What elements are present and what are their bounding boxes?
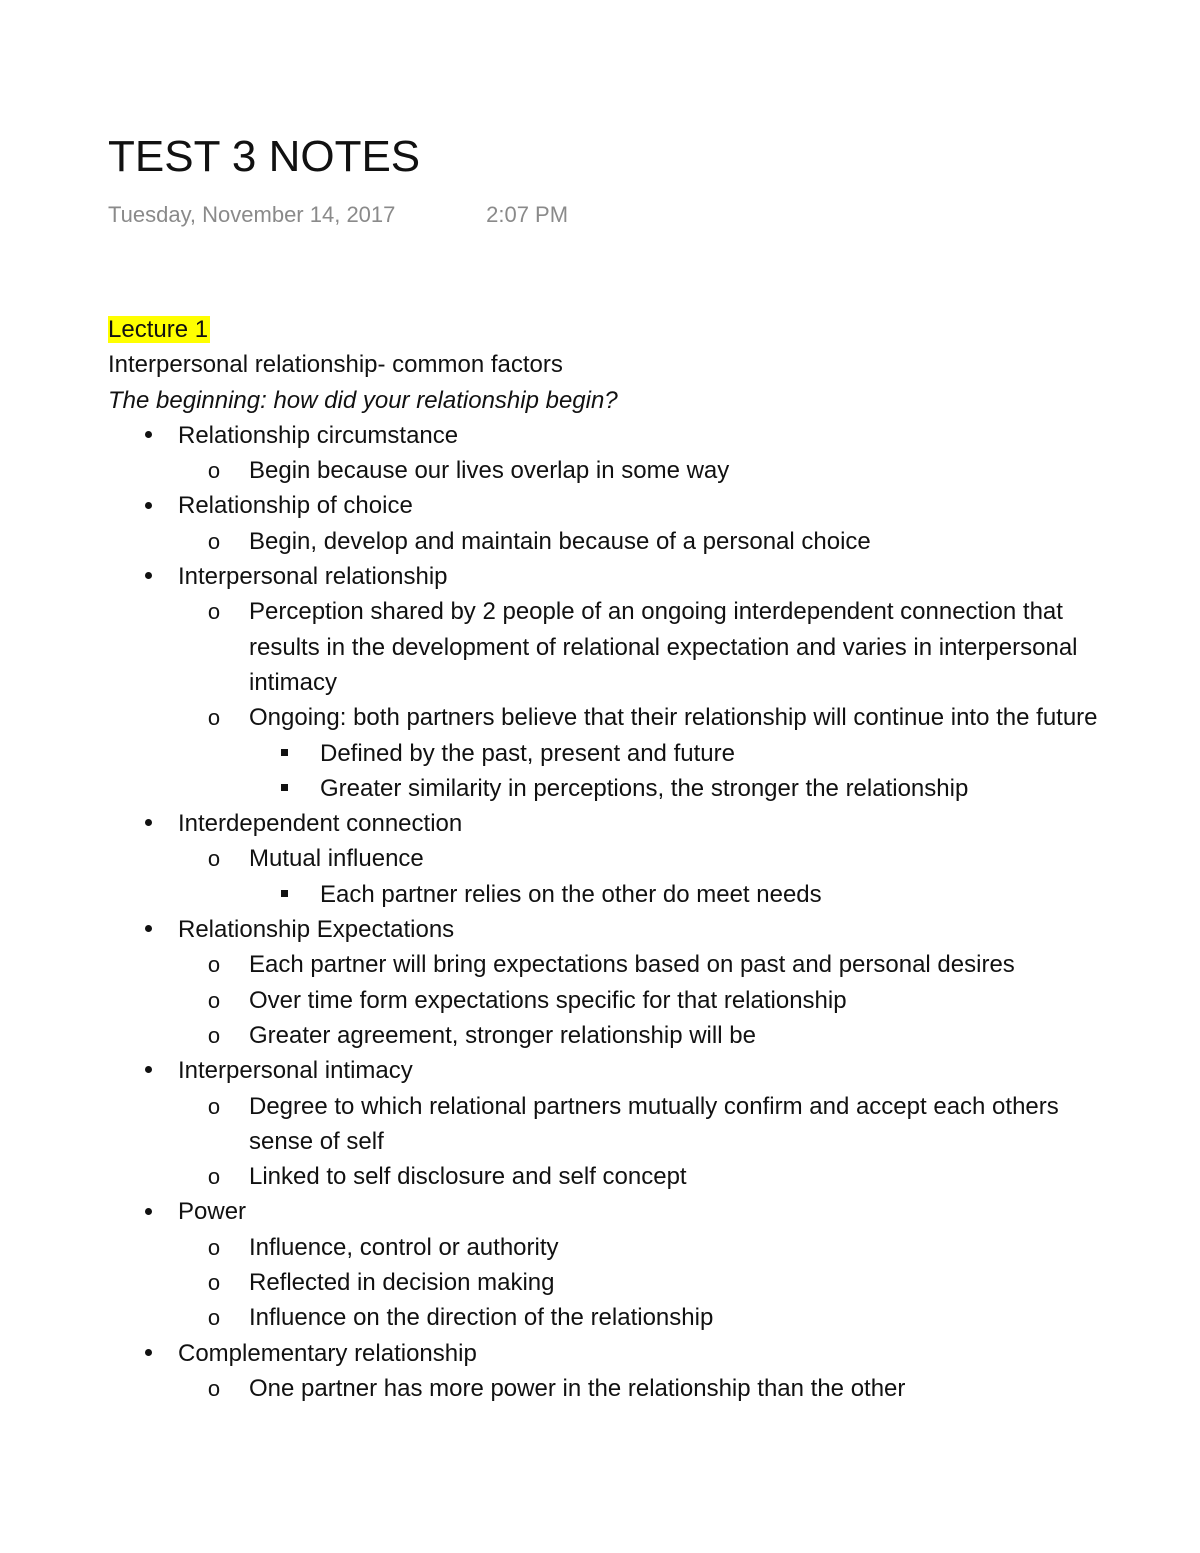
list-item-text: Relationship of choice	[178, 492, 413, 520]
list-item	[108, 1053, 1118, 1088]
list-item	[108, 1018, 1118, 1053]
circle-o-marker: o	[207, 705, 221, 731]
notes-body	[108, 312, 1118, 1436]
notes-list	[108, 418, 1118, 1406]
bullet-dot-shape	[145, 431, 152, 438]
list-item	[108, 1300, 1118, 1335]
list-item-text: Power	[178, 1198, 247, 1226]
list-item-text: Greater similarity in perceptions, the stronger the relationship	[320, 774, 969, 802]
list-item-text: Influence on the direction of the relationship	[249, 1304, 714, 1332]
list-item-text: Complementary relationship	[178, 1339, 477, 1367]
list-item-text: Begin, develop and maintain because of a personal choice	[249, 527, 871, 555]
circle-o-marker: o	[207, 1093, 221, 1119]
list-item-text: Relationship Expectations	[178, 916, 455, 944]
circle-o-marker: o	[207, 1270, 221, 1296]
circle-o-marker: o	[207, 1022, 221, 1048]
circle-o-marker: o	[207, 528, 221, 554]
list-item	[108, 736, 1118, 771]
notes-question: The beginning: how did your relationship begin?	[108, 386, 618, 414]
list-item	[108, 806, 1118, 841]
list-item	[108, 983, 1118, 1018]
list-item	[108, 877, 1118, 912]
square-bullet-icon	[274, 877, 294, 912]
list-item	[108, 1336, 1118, 1371]
list-item-text: Interdependent connection	[178, 810, 463, 838]
list-item	[108, 771, 1118, 806]
page-time: 2:07 PM	[486, 202, 569, 227]
square-bullet-icon	[274, 736, 294, 771]
circle-o-marker: o	[207, 846, 221, 872]
circle-o-marker: o	[207, 1234, 221, 1260]
circle-o-marker: o	[207, 1164, 221, 1190]
list-item	[108, 488, 1118, 523]
list-item	[108, 1159, 1118, 1194]
square-bullet-shape	[281, 890, 288, 897]
bullet-dot-icon	[138, 1194, 158, 1229]
list-item-text: Relationship circumstance	[178, 421, 459, 449]
list-item-text: Each partner relies on the other do meet needs	[320, 880, 822, 908]
notes-subtitle: Interpersonal relationship- common factors	[108, 351, 563, 379]
list-item-text: Linked to self disclosure and self concept	[249, 1163, 687, 1191]
list-item-text: Mutual influence	[249, 845, 424, 873]
bullet-dot-shape	[145, 925, 152, 932]
list-item	[108, 947, 1118, 982]
list-item	[108, 1089, 1118, 1160]
list-item-text: Interpersonal intimacy	[178, 1057, 413, 1085]
circle-o-marker: o	[207, 599, 221, 625]
bullet-dot-icon	[138, 806, 158, 841]
bullet-dot-icon	[138, 1336, 158, 1371]
list-item-text: Degree to which relational partners mutually confirm and accept each others sense of self	[249, 1092, 1059, 1155]
list-item	[108, 841, 1118, 876]
page-meta	[108, 202, 568, 228]
list-item-text: Reflected in decision making	[249, 1269, 555, 1297]
list-item	[108, 1265, 1118, 1300]
bullet-dot-shape	[145, 572, 152, 579]
list-item	[108, 524, 1118, 559]
list-item-text: Begin because our lives overlap in some way	[249, 457, 730, 485]
list-item-text: One partner has more power in the relationship than the other	[249, 1374, 906, 1402]
list-item-text: Perception shared by 2 people of an ongoing interdependent connection that results in the development of relational expectation and varies in interpersonal intimacy	[249, 598, 1078, 696]
list-item-text: Influence, control or authority	[249, 1233, 559, 1261]
list-item-text: Each partner will bring expectations based on past and personal desires	[249, 951, 1015, 979]
list-item	[108, 453, 1118, 488]
bullet-dot-icon	[138, 418, 158, 453]
page-title: TEST 3 NOTES	[108, 132, 421, 181]
list-item	[108, 1371, 1118, 1406]
page-date: Tuesday, November 14, 2017	[108, 202, 396, 227]
list-item-text: Ongoing: both partners believe that their relationship will continue into the future	[249, 704, 1098, 732]
lecture-heading: Lecture 1	[108, 316, 209, 343]
square-bullet-icon	[274, 771, 294, 806]
bullet-dot-shape	[145, 1349, 152, 1356]
bullet-dot-icon	[138, 912, 158, 947]
square-bullet-shape	[281, 749, 288, 756]
lecture-heading-line	[108, 312, 1118, 347]
bullet-dot-shape	[145, 819, 152, 826]
list-item-text: Defined by the past, present and future	[320, 739, 735, 767]
list-item	[108, 594, 1118, 700]
circle-o-marker: o	[207, 987, 221, 1013]
list-item	[108, 1230, 1118, 1265]
circle-o-marker: o	[207, 1375, 221, 1401]
circle-o-marker: o	[207, 1305, 221, 1331]
square-bullet-shape	[281, 784, 288, 791]
bullet-dot-icon	[138, 488, 158, 523]
circle-o-marker: o	[207, 952, 221, 978]
bullet-dot-shape	[145, 1208, 152, 1215]
list-item	[108, 1194, 1118, 1229]
list-item	[108, 700, 1118, 735]
list-item	[108, 418, 1118, 453]
circle-o-marker: o	[207, 458, 221, 484]
list-item-text: Greater agreement, stronger relationship will be	[249, 1021, 756, 1049]
list-item-text: Interpersonal relationship	[178, 563, 448, 591]
bullet-dot-shape	[145, 502, 152, 509]
list-item	[108, 559, 1118, 594]
list-item-text: Over time form expectations specific for that relationship	[249, 986, 847, 1014]
bullet-dot-icon	[138, 559, 158, 594]
bullet-dot-icon	[138, 1053, 158, 1088]
bullet-dot-shape	[145, 1066, 152, 1073]
list-item	[108, 912, 1118, 947]
